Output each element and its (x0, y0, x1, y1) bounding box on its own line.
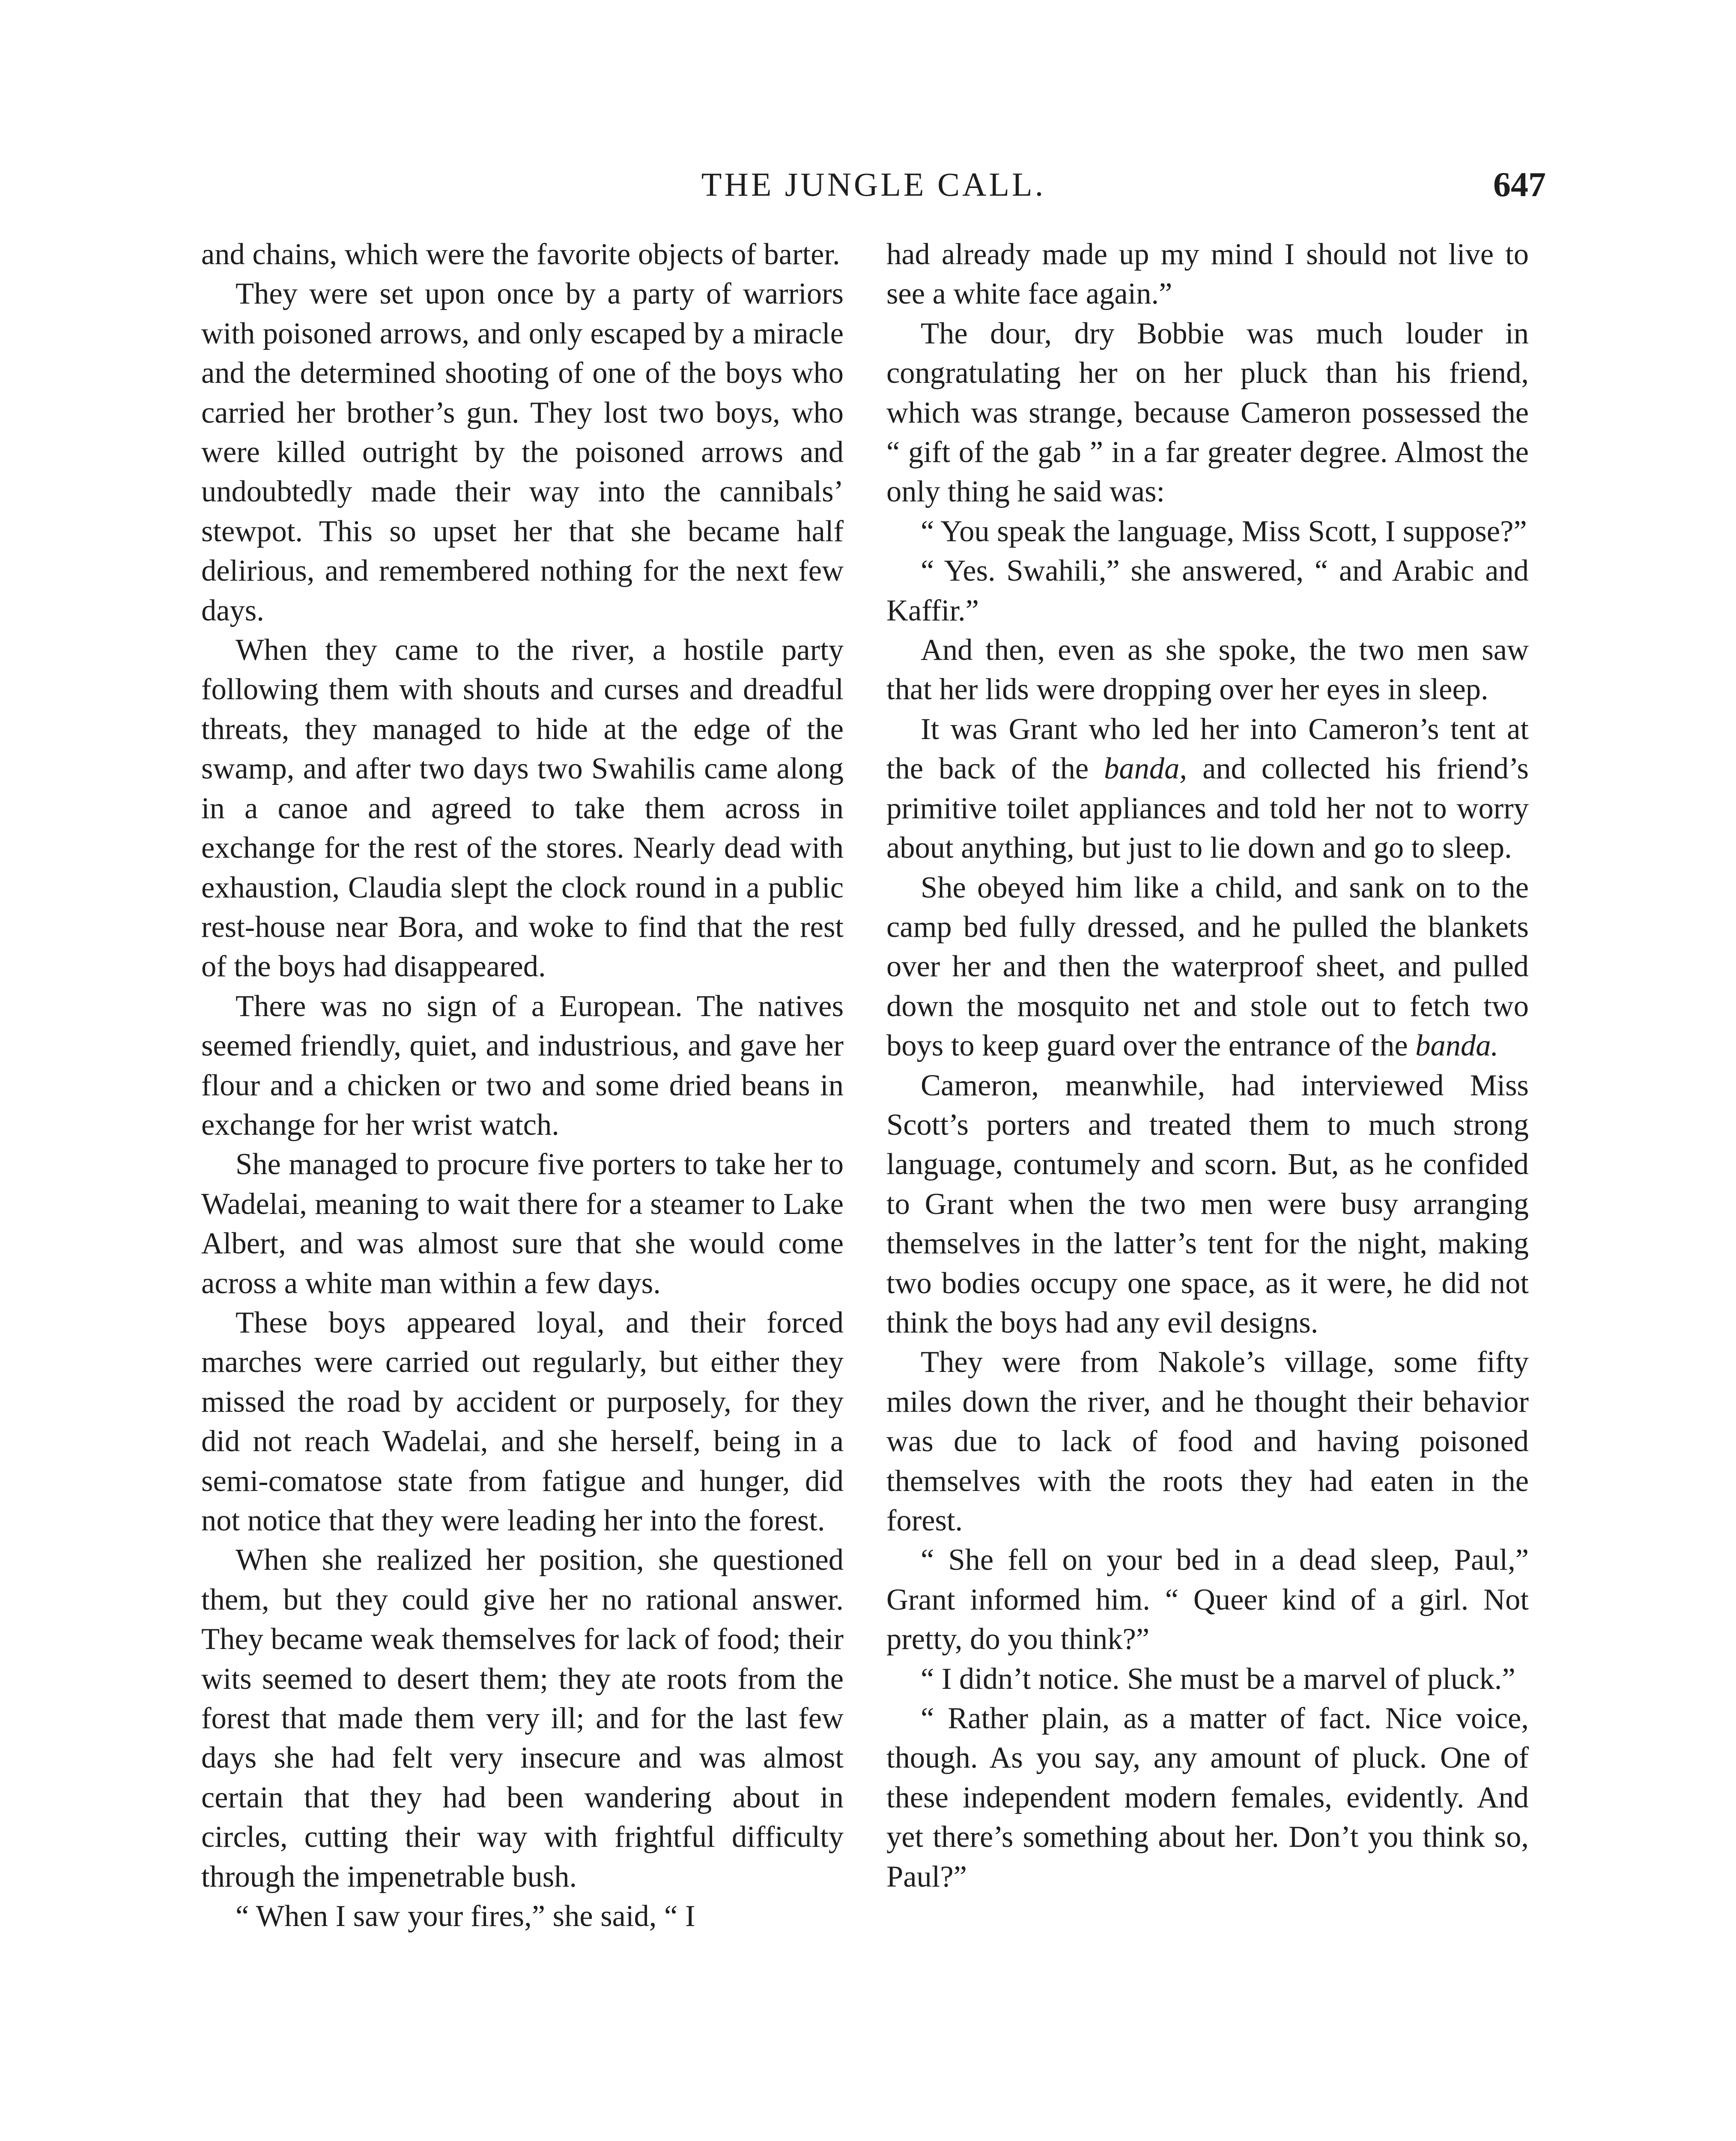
paragraph: “ I didn’t notice. She must be a marvel of pluck.” (921, 1662, 1515, 1696)
right-column (886, 235, 1529, 1896)
text-run: She obeyed him like a child, and sank on to the camp bed fully dressed, and he pulled the blankets over her and then the waterproof sheet, and pulled down the mosquito net and stole out to fetch two boys to keep guard over the entrance of the (886, 871, 1529, 1063)
paragraph: She managed to procure five porters to take her to Wadelai, meaning to wait there for a steamer to Lake Albert, and was almost sure that she would come across a white man within a few days. (201, 1148, 844, 1300)
paragraph: There was no sign of a European. The natives seemed friendly, quiet, and industrious, and gave her flour and a chicken or two and some dried beans in exchange for her wrist watch. (201, 989, 844, 1142)
paragraph: And then, even as she spoke, the two men saw that her lids were dropping over her eyes in sleep. (886, 633, 1529, 707)
paragraph: They were set upon once by a party of warriors with poisoned arrows, and only escaped by a miracle and the determined shooting of one of the boys who carried her brother’s gun. They lost two boys, who were killed outright by the poisoned arrows and undoubtedly made their way into the cannibals’ stewpot. This so upset her that she became half delirious, and remembered nothing for the next few days. (201, 277, 844, 627)
running-title: THE JUNGLE CALL. (701, 166, 1046, 203)
italic-word: banda, (1104, 752, 1187, 786)
paragraph: The dour, dry Bobbie was much louder in congratulating her on her pluck than his friend, which was strange, because Cameron possessed the “ gift of the gab ” in a far greater degree. Almost the only thing he said was: (886, 316, 1529, 509)
paragraph (886, 868, 1529, 1066)
left-column (201, 235, 844, 1936)
paragraph: These boys appeared loyal, and their forced marches were carried out regularly, but either they missed the road by accident or purposely, for they did not reach Wadelai, and she herself, being in a semi-comatose state from fatigue and hunger, did not notice that they were leading her into the forest. (201, 1306, 844, 1537)
paragraph: “ Rather plain, as a matter of fact. Nice voice, though. As you say, any amount of pluck. One of these independent modern females, evidently. And yet there’s something about her. Don’t you think so, Paul?” (886, 1702, 1529, 1894)
paragraph: When they came to the river, a hostile party following them with shouts and curses and dreadful threats, they managed to hide at the edge of the swamp, and after two days two Swahilis came along in a canoe and agreed to take them across in exchange for the rest of the stores. Nearly dead with exhaustion, Claudia slept the clock round in a public rest-house near Bora, and woke to find that the rest of the boys had disappeared. (201, 633, 844, 984)
text-run: It was Grant who led her into Cameron’s tent at the back of the (886, 712, 1529, 786)
paragraph: and chains, which were the favorite objects of barter. (201, 238, 840, 271)
paragraph: “ Yes. Swahili,” she answered, “ and Arabic and Kaffir.” (886, 554, 1529, 627)
paragraph: “ You speak the language, Miss Scott, I suppose?” (921, 514, 1527, 548)
paragraph: When she realized her position, she questioned them, but they could give her no rational answer. They became weak themselves for lack of food; their wits seemed to desert them; they ate roots from the forest that made them very ill; and for the last few days she had felt very insecure and was almost certain that they had been wandering about in circles, cutting their way with frightful difficulty through the impenetrable bush. (201, 1543, 844, 1894)
paragraph: “ She fell on your bed in a dead sleep, Paul,” Grant informed him. “ Queer kind of a girl. Not pretty, do you think?” (886, 1543, 1529, 1656)
paragraph: “ When I saw your fires,” she said, “ I (236, 1899, 695, 1933)
paragraph (886, 710, 1529, 868)
paragraph: had already made up my mind I should not live to see a white face again.” (886, 238, 1529, 311)
running-header (201, 161, 1546, 208)
page-number: 647 (1493, 165, 1546, 204)
italic-word: banda. (1415, 1029, 1499, 1063)
paragraph: Cameron, meanwhile, had interviewed Miss Scott’s porters and treated them to much strong language, contumely and scorn. But, as he confided to Grant when the two men were busy arranging themselves in the latter’s tent for the night, making two bodies occupy one space, as it were, he did not think the boys had any evil designs. (886, 1068, 1529, 1339)
paragraph: They were from Nakole’s village, some fifty miles down the river, and he thought their behavior was due to lack of food and having poisoned themselves with the roots they had eaten in the forest. (886, 1345, 1529, 1537)
text-run: and collected his friend’s primitive toilet appliances and told her not to worry about anything, but just to lie down and go to sleep. (886, 752, 1529, 865)
